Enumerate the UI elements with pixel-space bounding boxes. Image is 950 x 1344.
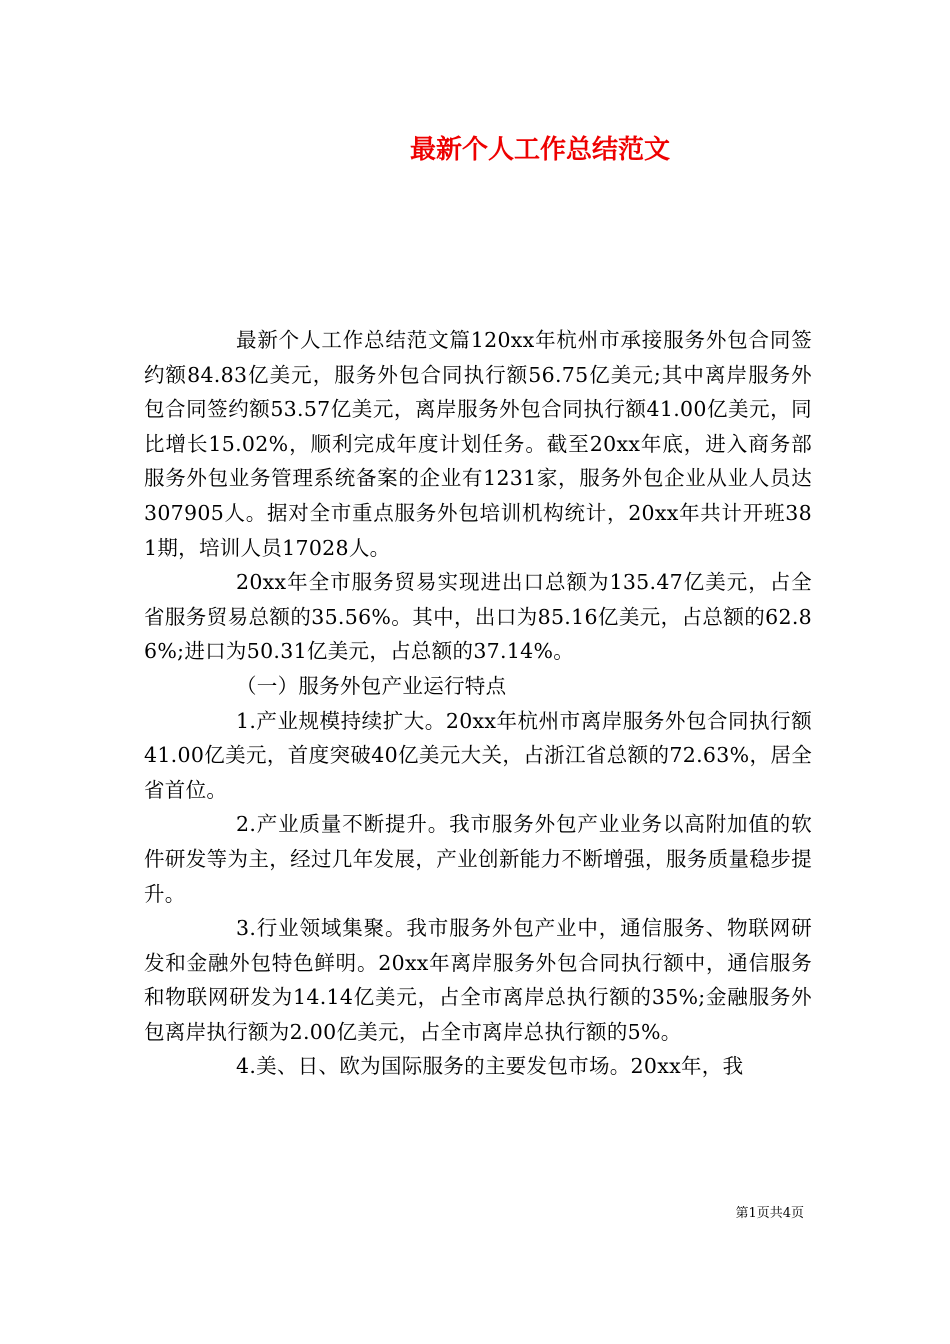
paragraph-1: 最新个人工作总结范文篇120xx年杭州市承接服务外包合同签约额84.83亿美元，服务外包合同执行额56.75亿美元;其中离岸服务外包合同签约额53.57亿美元，离岸服务外包合同执行额41.00亿美元，同比增长15.02%，顺利完成年度计划任务。截至20xx年底，进入商务部服务外包业务管理系统备案的企业有1231家，服务外包企业从业人员达307905人。据对全市重点服务外包培训机构统计，20xx年共计开班381期，培训人员17028人。	[144, 328, 812, 560]
page-number: 第1页共4页	[735, 1206, 804, 1221]
document-title: 最新个人工作总结范文	[409, 135, 670, 165]
document-body	[144, 323, 812, 1084]
paragraph-4: 2.产业质量不断提升。我市服务外包产业业务以高附加值的软件研发等为主，经过几年发展，产业创新能力不断增强，服务质量稳步提升。	[144, 812, 812, 906]
paragraph-6: 4.美、日、欧为国际服务的主要发包市场。20xx年，我	[236, 1054, 744, 1079]
paragraph-2: 20xx年全市服务贸易实现进出口总额为135.47亿美元，占全省服务贸易总额的35.56%。其中，出口为85.16亿美元，占总额的62.86%;进口为50.31亿美元，占总额的37.14%。	[144, 570, 812, 664]
paragraph-5: 3.行业领域集聚。我市服务外包产业中，通信服务、物联网研发和金融外包特色鲜明。20xx年离岸服务外包合同执行额中，通信服务和物联网研发为14.14亿美元，占全市离岸总执行额的35%;金融服务外包离岸执行额为2.00亿美元，占全市离岸总执行额的5%。	[144, 916, 812, 1044]
paragraph-3: 1.产业规模持续扩大。20xx年杭州市离岸服务外包合同执行额41.00亿美元，首度突破40亿美元大关，占浙江省总额的72.63%，居全省首位。	[144, 708, 812, 802]
section-heading: （一）服务外包产业运行特点	[236, 673, 507, 698]
